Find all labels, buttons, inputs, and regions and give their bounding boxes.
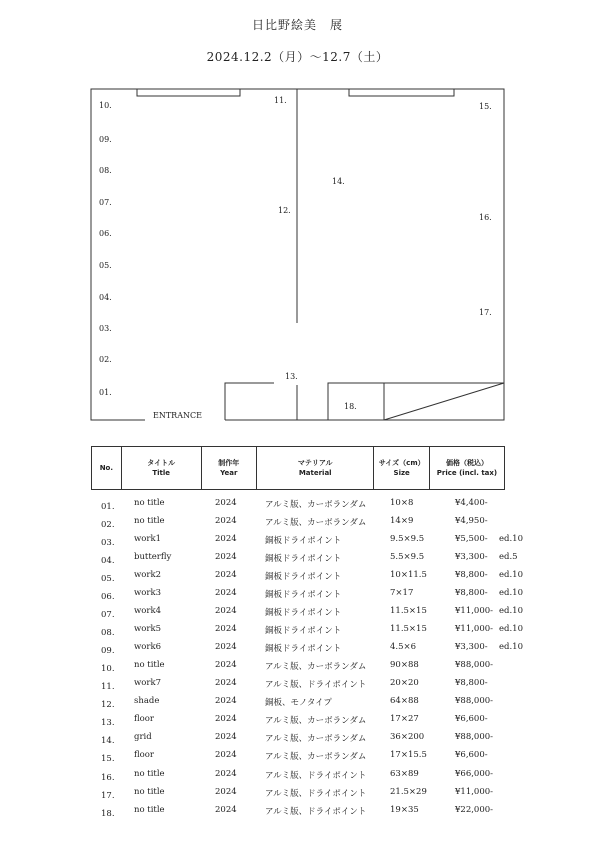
row-title: no title — [134, 516, 165, 526]
row-material: アルミ版、カーボランダム — [265, 662, 367, 672]
row-title: work3 — [134, 588, 162, 598]
table-row — [0, 498, 595, 512]
plan-spot-label: 05. — [99, 261, 112, 270]
plan-spot-label: 17. — [479, 308, 492, 317]
row-material: 銅板ドライポイント — [265, 644, 342, 654]
table-row — [0, 552, 595, 566]
row-title: work4 — [134, 606, 162, 616]
row-material: 銅板ドライポイント — [265, 536, 342, 546]
exhibition-dates: 2024.12.2（月）〜12.7（土） — [206, 50, 389, 64]
row-price: ¥11,000- — [455, 606, 494, 616]
row-material: アルミ版、カーボランダム — [265, 752, 367, 762]
row-number: 13. — [101, 718, 115, 728]
row-year: 2024 — [215, 498, 237, 508]
row-size: 9.5×9.5 — [390, 534, 425, 544]
table-row — [0, 570, 595, 584]
row-price: ¥66,000- — [455, 769, 494, 779]
row-price: ¥11,000- — [455, 787, 494, 797]
row-number: 01. — [101, 502, 115, 512]
row-edition: ed.10 — [499, 642, 523, 652]
table-row — [0, 696, 595, 710]
row-price: ¥3,300- — [455, 552, 488, 562]
plan-spot-label: 13. — [285, 372, 298, 381]
row-year: 2024 — [215, 624, 237, 634]
row-price: ¥4,950- — [455, 516, 488, 526]
row-number: 18. — [101, 809, 115, 819]
plan-spot-label: 15. — [479, 102, 492, 111]
row-number: 05. — [101, 574, 115, 584]
header-year: 制作年 Year — [201, 447, 256, 490]
row-year: 2024 — [215, 714, 237, 724]
row-size: 19×35 — [390, 805, 419, 815]
plan-spot-label: 06. — [99, 229, 112, 238]
artwork-table — [91, 446, 505, 490]
row-size: 17×27 — [390, 714, 419, 724]
table-row — [0, 787, 595, 801]
plan-spot-label: 14. — [332, 177, 345, 186]
row-edition: ed.10 — [499, 606, 523, 616]
row-price: ¥8,800- — [455, 588, 488, 598]
row-number: 06. — [101, 592, 115, 602]
row-edition: ed.10 — [499, 588, 523, 598]
row-size: 5.5×9.5 — [390, 552, 425, 562]
row-title: no title — [134, 787, 165, 797]
row-year: 2024 — [215, 516, 237, 526]
row-title: floor — [134, 750, 154, 760]
row-edition: ed.10 — [499, 624, 523, 634]
row-material: 銅板ドライポイント — [265, 554, 342, 564]
table-row — [0, 534, 595, 548]
row-size: 64×88 — [390, 696, 419, 706]
row-size: 17×15.5 — [390, 750, 427, 760]
plan-spot-label: 04. — [99, 293, 112, 302]
row-year: 2024 — [215, 696, 237, 706]
row-material: アルミ版、ドライポイント — [265, 680, 367, 690]
header-size: サイズ（cm） Size — [374, 447, 429, 490]
row-material: アルミ版、カーボランダム — [265, 500, 367, 510]
row-edition: ed.10 — [499, 534, 523, 544]
row-year: 2024 — [215, 660, 237, 670]
table-row — [0, 769, 595, 783]
row-year: 2024 — [215, 787, 237, 797]
row-year: 2024 — [215, 534, 237, 544]
row-title: work2 — [134, 570, 162, 580]
row-number: 10. — [101, 664, 115, 674]
plan-spot-label: 18. — [344, 402, 357, 411]
row-price: ¥6,600- — [455, 714, 488, 724]
row-size: 11.5×15 — [390, 624, 427, 634]
back-room-diagonal — [384, 383, 504, 420]
plan-spot-label: 12. — [278, 206, 291, 215]
row-material: 銅板、モノタイプ — [265, 698, 332, 708]
entrance-label: ENTRANCE — [153, 411, 202, 420]
row-size: 11.5×15 — [390, 606, 427, 616]
row-title: shade — [134, 696, 160, 706]
row-year: 2024 — [215, 750, 237, 760]
row-title: floor — [134, 714, 154, 724]
row-number: 14. — [101, 736, 115, 746]
row-size: 10×11.5 — [390, 570, 427, 580]
row-number: 11. — [101, 682, 115, 692]
row-title: butterfly — [134, 552, 172, 562]
row-price: ¥22,000- — [455, 805, 494, 815]
table-row — [0, 732, 595, 746]
low-platform — [225, 383, 274, 420]
row-year: 2024 — [215, 678, 237, 688]
row-title: work7 — [134, 678, 162, 688]
row-material: アルミ版、ドライポイント — [265, 789, 367, 799]
row-number: 12. — [101, 700, 115, 710]
top-panel-right — [349, 89, 454, 96]
row-year: 2024 — [215, 769, 237, 779]
top-panel-left — [137, 89, 240, 96]
table-row — [0, 606, 595, 620]
row-material: アルミ版、ドライポイント — [265, 771, 367, 781]
plan-spot-label: 02. — [99, 355, 112, 364]
plan-spot-label: 16. — [479, 213, 492, 222]
row-title: grid — [134, 732, 152, 742]
table-row — [0, 678, 595, 692]
row-material: 銅板ドライポイント — [265, 626, 342, 636]
row-price: ¥8,800- — [455, 570, 488, 580]
table-row — [0, 805, 595, 819]
row-size: 10×8 — [390, 498, 414, 508]
row-size: 36×200 — [390, 732, 425, 742]
row-year: 2024 — [215, 570, 237, 580]
row-price: ¥8,800- — [455, 678, 488, 688]
table-row — [0, 750, 595, 764]
row-number: 03. — [101, 538, 115, 548]
row-material: 銅板ドライポイント — [265, 572, 342, 582]
plan-spot-label: 10. — [99, 101, 112, 110]
row-number: 15. — [101, 754, 115, 764]
row-size: 4.5×6 — [390, 642, 417, 652]
row-price: ¥11,000- — [455, 624, 494, 634]
row-year: 2024 — [215, 732, 237, 742]
table-row — [0, 660, 595, 674]
row-edition: ed.5 — [499, 552, 518, 562]
row-number: 04. — [101, 556, 115, 566]
header-material: マテリアル Material — [256, 447, 374, 490]
table-row — [0, 588, 595, 602]
row-title: no title — [134, 769, 165, 779]
row-price: ¥3,300- — [455, 642, 488, 652]
row-material: アルミ版、カーボランダム — [265, 716, 367, 726]
plan-spot-label: 08. — [99, 166, 112, 175]
row-material: 銅板ドライポイント — [265, 590, 342, 600]
row-number: 08. — [101, 628, 115, 638]
row-price: ¥88,000- — [455, 732, 494, 742]
row-number: 07. — [101, 610, 115, 620]
row-title: no title — [134, 498, 165, 508]
table-row — [0, 714, 595, 728]
row-material: アルミ版、ドライポイント — [265, 807, 367, 817]
row-size: 63×89 — [390, 769, 419, 779]
row-price: ¥88,000- — [455, 660, 494, 670]
row-number: 17. — [101, 791, 115, 801]
table-row — [0, 624, 595, 638]
row-price: ¥6,600- — [455, 750, 488, 760]
table-row — [0, 516, 595, 530]
header-title: タイトル Title — [121, 447, 201, 490]
row-size: 20×20 — [390, 678, 419, 688]
table-row — [0, 642, 595, 656]
row-year: 2024 — [215, 552, 237, 562]
row-price: ¥4,400- — [455, 498, 488, 508]
plan-spot-label: 09. — [99, 135, 112, 144]
row-material: アルミ版、カーボランダム — [265, 734, 367, 744]
row-size: 7×17 — [390, 588, 414, 598]
row-size: 90×88 — [390, 660, 419, 670]
row-title: work5 — [134, 624, 162, 634]
plan-spot-label: 03. — [99, 324, 112, 333]
row-number: 02. — [101, 520, 115, 530]
row-year: 2024 — [215, 606, 237, 616]
row-title: work6 — [134, 642, 162, 652]
row-material: アルミ版、カーボランダム — [265, 518, 367, 528]
row-title: work1 — [134, 534, 162, 544]
row-price: ¥88,000- — [455, 696, 494, 706]
plan-spot-label: 01. — [99, 388, 112, 397]
row-number: 09. — [101, 646, 115, 656]
row-size: 14×9 — [390, 516, 414, 526]
row-year: 2024 — [215, 805, 237, 815]
exhibition-title: 日比野絵美 展 — [251, 18, 343, 32]
plan-spot-label: 11. — [274, 96, 287, 105]
header-price: 価格（税込） Price (incl. tax) — [429, 447, 504, 490]
row-price: ¥5,500- — [455, 534, 488, 544]
plan-spot-label: 07. — [99, 198, 112, 207]
header-no: No. — [92, 447, 122, 490]
row-title: no title — [134, 660, 165, 670]
row-size: 21.5×29 — [390, 787, 427, 797]
row-year: 2024 — [215, 588, 237, 598]
row-edition: ed.10 — [499, 570, 523, 580]
row-number: 16. — [101, 773, 115, 783]
row-year: 2024 — [215, 642, 237, 652]
row-material: 銅板ドライポイント — [265, 608, 342, 618]
row-title: no title — [134, 805, 165, 815]
